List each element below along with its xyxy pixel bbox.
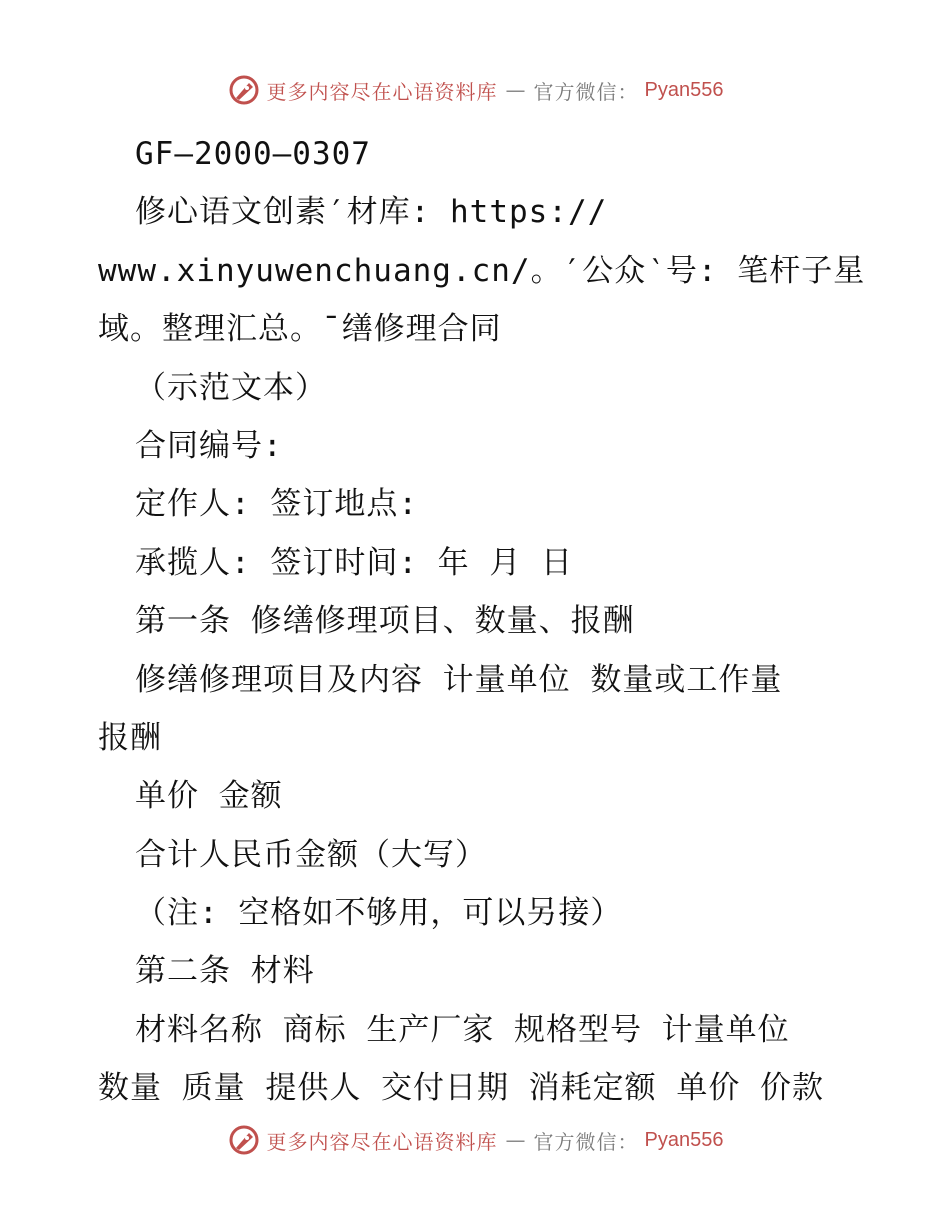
source-line-1: 修心语文创素′材库: https:// [135,194,608,231]
article-1-heading: 第一条 修缮修理项目、数量、报酬 [135,603,635,640]
document-body [98,125,866,1118]
document-title: 域。整理汇总。¯缮修理合同 [98,311,502,348]
contract-code: GF—2000—0307 [135,136,371,172]
orderer-field: 定作人: 签订地点: [135,486,418,523]
banner-wechat-id: Pyan556 [644,78,724,101]
header-banner-inner [227,73,724,107]
contract-number-field: 合同编号: [135,427,283,464]
banner-wechat-id: Pyan556 [644,1128,724,1151]
article-2-heading: 第二条 材料 [135,953,315,990]
banner-wechat-label: 官方微信： [533,1129,639,1154]
note-line: （注: 空格如不够用，可以另接） [135,895,623,932]
article-1-columns: 修缮修理项目及内容 计量单位 数量或工作量 [135,661,783,698]
footer-banner [0,1120,950,1160]
banner-separator: — [505,78,526,102]
source-line-2: www.xinyuwenchuang.cn/。′公众‵号: 笔杆子星 [98,252,866,289]
article-1-columns-cont: 报酬 [98,719,162,756]
article-1-subcolumns: 单价 金额 [135,778,283,815]
pen-nib-logo-icon [227,1123,261,1157]
banner-slogan: 更多内容尽在心语资料库 [266,1129,498,1154]
total-amount-field: 合计人民币金额（大写） [135,836,487,873]
document-subtitle: （示范文本） [135,369,327,406]
banner-slogan: 更多内容尽在心语资料库 [266,79,498,104]
banner-wechat-label: 官方微信： [533,79,639,104]
footer-banner-inner [227,1123,724,1157]
contractor-field: 承揽人: 签订时间: 年 月 日 [135,544,573,581]
article-2-columns-cont: 数量 质量 提供人 交付日期 消耗定额 单价 价款 [98,1070,824,1107]
header-banner [0,70,950,110]
banner-separator: — [505,1128,526,1152]
article-2-columns: 材料名称 商标 生产厂家 规格型号 计量单位 [135,1011,790,1048]
pen-nib-logo-icon [227,73,261,107]
